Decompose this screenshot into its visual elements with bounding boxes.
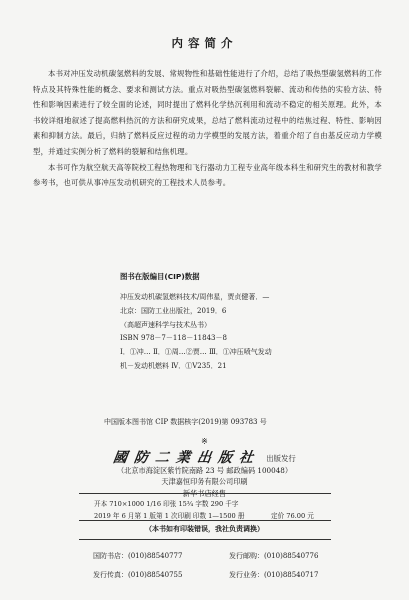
summary-paragraph: 本书对冲压发动机碳氢燃料的发展、常规物性和基础性能进行了介绍，总结了吸热型碳氢燃料的工作特点及其特殊性能的概念、要求和测试方法。重点对吸热型碳氢燃料裂解、流动和传热的实验方法、特性和影响因素进行了较全面的论述，同时提出了燃料化学热沉利用和流动不稳定的相关原理。此外，本书较详细地叙述了提高燃料热沉的方法和研究成果，总结了燃料流动过程中的结焦过程、特性、影响因素和抑制方法。最后，归纳了燃料反应过程的动力学模型的发展方法，着重介绍了自由基反应动力学模型，并通过实例分析了燃料的裂解和结焦机理。 <box>33 69 382 156</box>
divider <box>79 493 331 494</box>
contact-phone: (010)88540755 <box>128 571 183 579</box>
price: 定价 76.00 元 <box>271 512 314 520</box>
cip-line: （高超声速科学与技术丛书） <box>120 320 211 329</box>
printer-name: 天津嘉恒印务有限公司印刷 <box>161 477 248 487</box>
contact-mail-order <box>229 551 318 561</box>
divider <box>79 539 331 540</box>
format-specs: 开本 710×1000 1/16 印张 15¾ 字数 290 千字 <box>94 500 239 508</box>
contact-label: 发行传真： <box>93 571 128 579</box>
defect-notice: （本书如有印装错误，我社负责调换） <box>145 525 264 533</box>
publisher-suffix: 出版发行 <box>266 454 296 463</box>
contact-label: 发行业务： <box>229 571 264 579</box>
cip-record <box>120 291 360 374</box>
contact-label: 发行邮购： <box>229 552 264 560</box>
cip-line: 冲压发动机碳氢燃料技术/周伟星，贾贞健著．— <box>120 293 270 301</box>
contact-business <box>229 570 318 580</box>
contact-fax <box>93 570 182 580</box>
summary-paragraph: 本书可作为航空航天高等院校工程热物理和飞行器动力工程专业高年级本科生和研究生的教材和教学参考书，也可供从事冲压发动机研究的工程技术人员参考。 <box>33 162 382 188</box>
publisher-line <box>0 450 409 466</box>
contact-label: 国防书店： <box>93 552 128 560</box>
publisher-logo: 國防二業出版社 <box>112 450 262 466</box>
separator-mark: ※ <box>201 437 208 446</box>
contact-phone: (010)88540777 <box>128 552 183 560</box>
contact-phone: (010)88540717 <box>264 571 319 579</box>
summary-text <box>33 66 382 191</box>
page-title: 内容简介 <box>171 36 238 50</box>
printing-info: 2019 年 6 月第 1 版第 1 次印刷 印数 1—1500 册 <box>94 512 245 520</box>
publisher-address: （北京市海淀区紫竹院南路 23 号 邮政编码 100048） <box>116 465 293 475</box>
divider <box>79 520 331 521</box>
cip-heading: 图书在版编目(CIP)数据 <box>120 272 200 281</box>
distributor-name: 新华书店经售 <box>182 488 227 498</box>
cip-core-number: 中国版本图书馆 CIP 数据核字(2019)第 093783 号 <box>104 418 267 426</box>
contact-bookstore <box>93 551 182 561</box>
cip-line: 北京：国防工业出版社，2019．6 <box>120 306 227 315</box>
cip-line: ISBN 978－7－118－11843－8 <box>120 334 227 343</box>
cip-line: 机－发动机燃料 Ⅳ．①V235．21 <box>120 361 227 370</box>
contact-phone: (010)88540776 <box>264 552 319 560</box>
cip-line: Ⅰ．①冲… Ⅱ．①周…②贾… Ⅲ．①冲压喷气发动 <box>120 348 272 357</box>
